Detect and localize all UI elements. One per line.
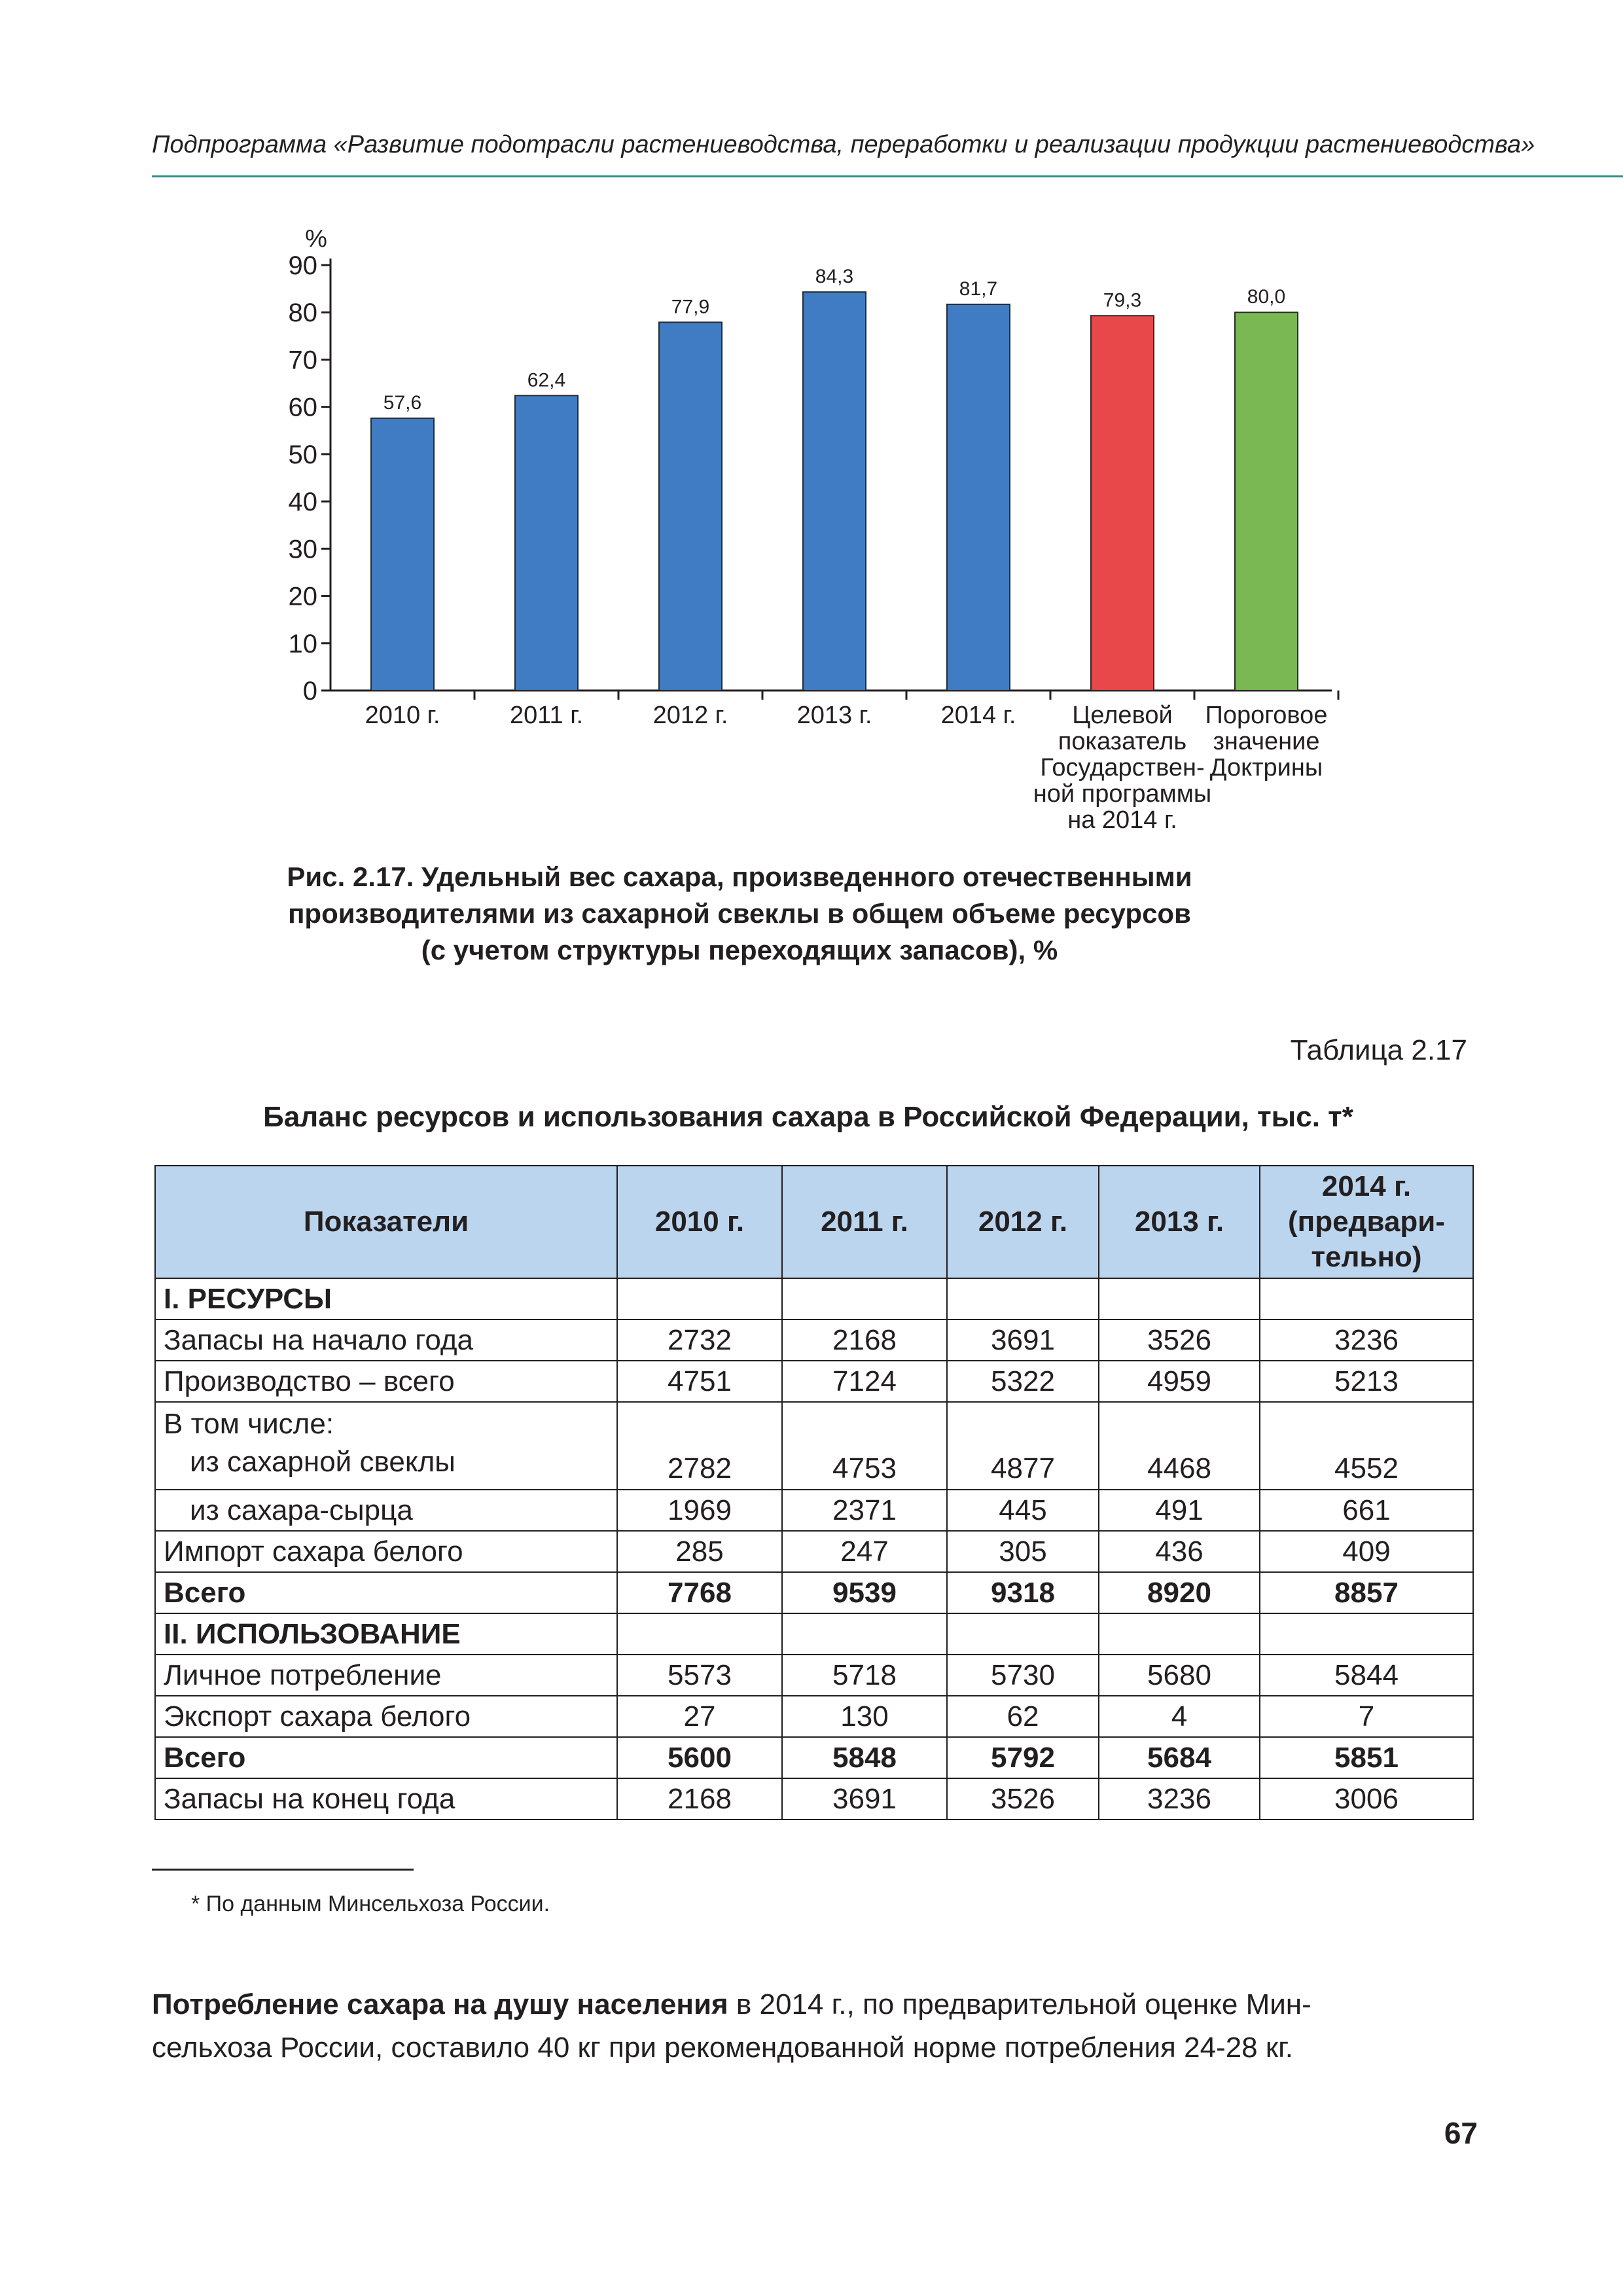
cell-2010: 1969 [617,1490,782,1531]
bar [371,418,434,691]
cell-2014: 8857 [1260,1572,1473,1613]
empty-cell [947,1278,1099,1319]
cell-2013: 491 [1099,1490,1260,1531]
table-row [155,1490,1473,1531]
total-row [155,1572,1473,1613]
empty-cell [1099,1613,1260,1655]
x-category-label: Пороговое [1205,702,1328,729]
y-tick-label: 30 [288,535,317,564]
sugar-balance-table [154,1165,1474,1820]
paragraph-text-2: сельхоза России, составило 40 кг при рекомендованной норме потребления 24-28 кг. [152,2032,1294,2064]
cell-2011: 9539 [782,1572,947,1613]
cell-2010: 27 [617,1696,782,1737]
y-tick-label: 50 [288,440,317,469]
x-category-label: Доктрины [1209,754,1323,781]
bar [947,304,1010,691]
y-axis-label: % [305,225,327,253]
caption-line-3: (с учетом структуры переходящих запасов), % [421,935,1058,965]
cell-2014: 3006 [1260,1778,1473,1820]
row-label: Запасы на начало года [155,1319,617,1361]
cell-2013: 4959 [1099,1361,1260,1402]
row-label: Импорт сахара белого [155,1531,617,1572]
empty-cell [1260,1278,1473,1319]
cell-2011: 5718 [782,1655,947,1696]
header-2014-line-1: 2014 г. [1321,1170,1412,1202]
cell-2010: 2732 [617,1319,782,1361]
cell-2014: 5844 [1260,1655,1473,1696]
x-category-label: значение [1213,728,1320,755]
table-row [155,1361,1473,1402]
table-number: Таблица 2.17 [1290,1034,1467,1066]
body-paragraph [152,1983,1472,2070]
cell-2012: 305 [947,1531,1099,1572]
y-tick-label: 80 [288,298,317,328]
y-tick-label: 10 [288,629,317,658]
cell-2013: 436 [1099,1531,1260,1572]
page-number: 67 [1444,2116,1478,2150]
cell-2012: 5792 [947,1737,1099,1778]
table-row [155,1696,1473,1737]
cell-2011: 5848 [782,1737,947,1778]
row-label: Личное потребление [155,1655,617,1696]
bar-value-label: 79,3 [1103,289,1142,312]
cell-2013: 5684 [1099,1737,1260,1778]
header-2014-line-2: (предвари- [1287,1206,1446,1238]
row-label: Экспорт сахара белого [155,1696,617,1737]
paragraph-text-1: в 2014 г., по предварительной оценке Мин- [728,1988,1311,2020]
table-title: Баланс ресурсов и использования сахара в Российской Федерации, тыс. т* [263,1101,1353,1133]
cell-2011: 2371 [782,1490,947,1531]
figure-caption [196,859,1283,969]
y-tick-label: 70 [288,346,317,375]
table-row [155,1531,1473,1572]
empty-cell [1260,1613,1473,1655]
x-category-label: на 2014 г. [1067,806,1177,834]
bar [1235,312,1298,691]
table-row [155,1319,1473,1361]
total-row [155,1737,1473,1778]
cell-2011: 4753 [782,1402,947,1490]
row-label-line-1: В том числе: [164,1408,334,1440]
cell-2010: 2782 [617,1402,782,1490]
cell-2014: 5213 [1260,1361,1473,1402]
y-tick-label: 20 [288,582,317,611]
bar-value-label: 62,4 [527,369,566,391]
caption-line-2: производителями из сахарной свеклы в общем объеме ресурсов [288,898,1191,929]
x-category-label: показатель [1058,728,1187,755]
y-tick-label: 60 [288,393,317,422]
bar-chart [0,0,1623,851]
row-label-line-2: из сахарной свеклы [190,1446,455,1478]
row-label: Производство – всего [155,1361,617,1402]
header-2014 [1260,1166,1473,1278]
row-label: из сахара-сырца [155,1490,617,1531]
bar [1091,315,1154,691]
cell-2012: 4877 [947,1402,1099,1490]
cell-2012: 3526 [947,1778,1099,1820]
cell-2012: 5322 [947,1361,1099,1402]
cell-2011: 2168 [782,1319,947,1361]
x-category-label: 2012 г. [652,702,728,729]
cell-2010: 5600 [617,1737,782,1778]
empty-cell [617,1613,782,1655]
table-header-row [155,1166,1473,1278]
table-row [155,1778,1473,1820]
x-category-label: Государствен- [1040,754,1205,781]
empty-cell [782,1278,947,1319]
row-label [155,1402,617,1490]
caption-line-1: Рис. 2.17. Удельный вес сахара, произведенного отечественными [287,861,1192,892]
bar-value-label: 84,3 [815,266,854,288]
empty-cell [617,1278,782,1319]
cell-2013: 4468 [1099,1402,1260,1490]
cell-2013: 5680 [1099,1655,1260,1696]
empty-cell [1099,1278,1260,1319]
x-category-label: 2013 г. [796,702,872,729]
header-2012: 2012 г. [947,1166,1099,1278]
bar-value-label: 57,6 [383,392,422,414]
section-row-resources [155,1278,1473,1319]
cell-2010: 7768 [617,1572,782,1613]
y-tick-label: 40 [288,488,317,517]
header-2013: 2013 г. [1099,1166,1260,1278]
cell-2012: 5730 [947,1655,1099,1696]
bar-value-label: 77,9 [671,296,710,318]
cell-2010: 285 [617,1531,782,1572]
header-2014-line-3: тельно) [1311,1241,1422,1273]
running-header: Подпрограмма «Развитие подотрасли растениеводства, переработки и реализации продукции растениеводства» [152,131,1535,158]
empty-cell [782,1613,947,1655]
cell-2011: 247 [782,1531,947,1572]
cell-2013: 8920 [1099,1572,1260,1613]
x-category-label: 2014 г. [940,702,1016,729]
bar-value-label: 80,0 [1247,286,1286,308]
bar [803,292,866,691]
section-label: I. РЕСУРСЫ [155,1278,617,1319]
x-category-label: 2010 г. [365,702,440,729]
x-category-label: ной программы [1033,780,1212,808]
y-tick-label: 0 [302,677,317,706]
cell-2014: 661 [1260,1490,1473,1531]
cell-2014: 409 [1260,1531,1473,1572]
cell-2014: 5851 [1260,1737,1473,1778]
section-label: II. ИСПОЛЬЗОВАНИЕ [155,1613,617,1655]
footnote-divider [152,1869,414,1871]
cell-2011: 3691 [782,1778,947,1820]
cell-2010: 2168 [617,1778,782,1820]
section-row-usage [155,1613,1473,1655]
y-tick-label: 90 [288,251,317,280]
bar [659,322,722,691]
cell-2013: 3236 [1099,1778,1260,1820]
cell-2012: 9318 [947,1572,1099,1613]
cell-2011: 7124 [782,1361,947,1402]
footnote: * По данным Минсельхоза России. [191,1892,550,1916]
paragraph-lead: Потребление сахара на душу населения [152,1988,728,2020]
cell-2014: 3236 [1260,1319,1473,1361]
cell-2010: 4751 [617,1361,782,1402]
cell-2012: 445 [947,1490,1099,1531]
row-label: Запасы на конец года [155,1778,617,1820]
table-row [155,1655,1473,1696]
cell-2013: 4 [1099,1696,1260,1737]
cell-2011: 130 [782,1696,947,1737]
header-indicator: Показатели [155,1166,617,1278]
x-category-label: Целевой [1072,702,1173,729]
header-2010: 2010 г. [617,1166,782,1278]
bar [515,395,578,691]
cell-2014: 7 [1260,1696,1473,1737]
cell-2013: 3526 [1099,1319,1260,1361]
row-label: Всего [155,1572,617,1613]
x-category-label: 2011 г. [509,702,584,729]
cell-2012: 62 [947,1696,1099,1737]
row-label: Всего [155,1737,617,1778]
cell-2012: 3691 [947,1319,1099,1361]
cell-2010: 5573 [617,1655,782,1696]
cell-2014: 4552 [1260,1402,1473,1490]
table-row [155,1402,1473,1490]
bar-value-label: 81,7 [959,278,998,300]
empty-cell [947,1613,1099,1655]
header-2011: 2011 г. [782,1166,947,1278]
